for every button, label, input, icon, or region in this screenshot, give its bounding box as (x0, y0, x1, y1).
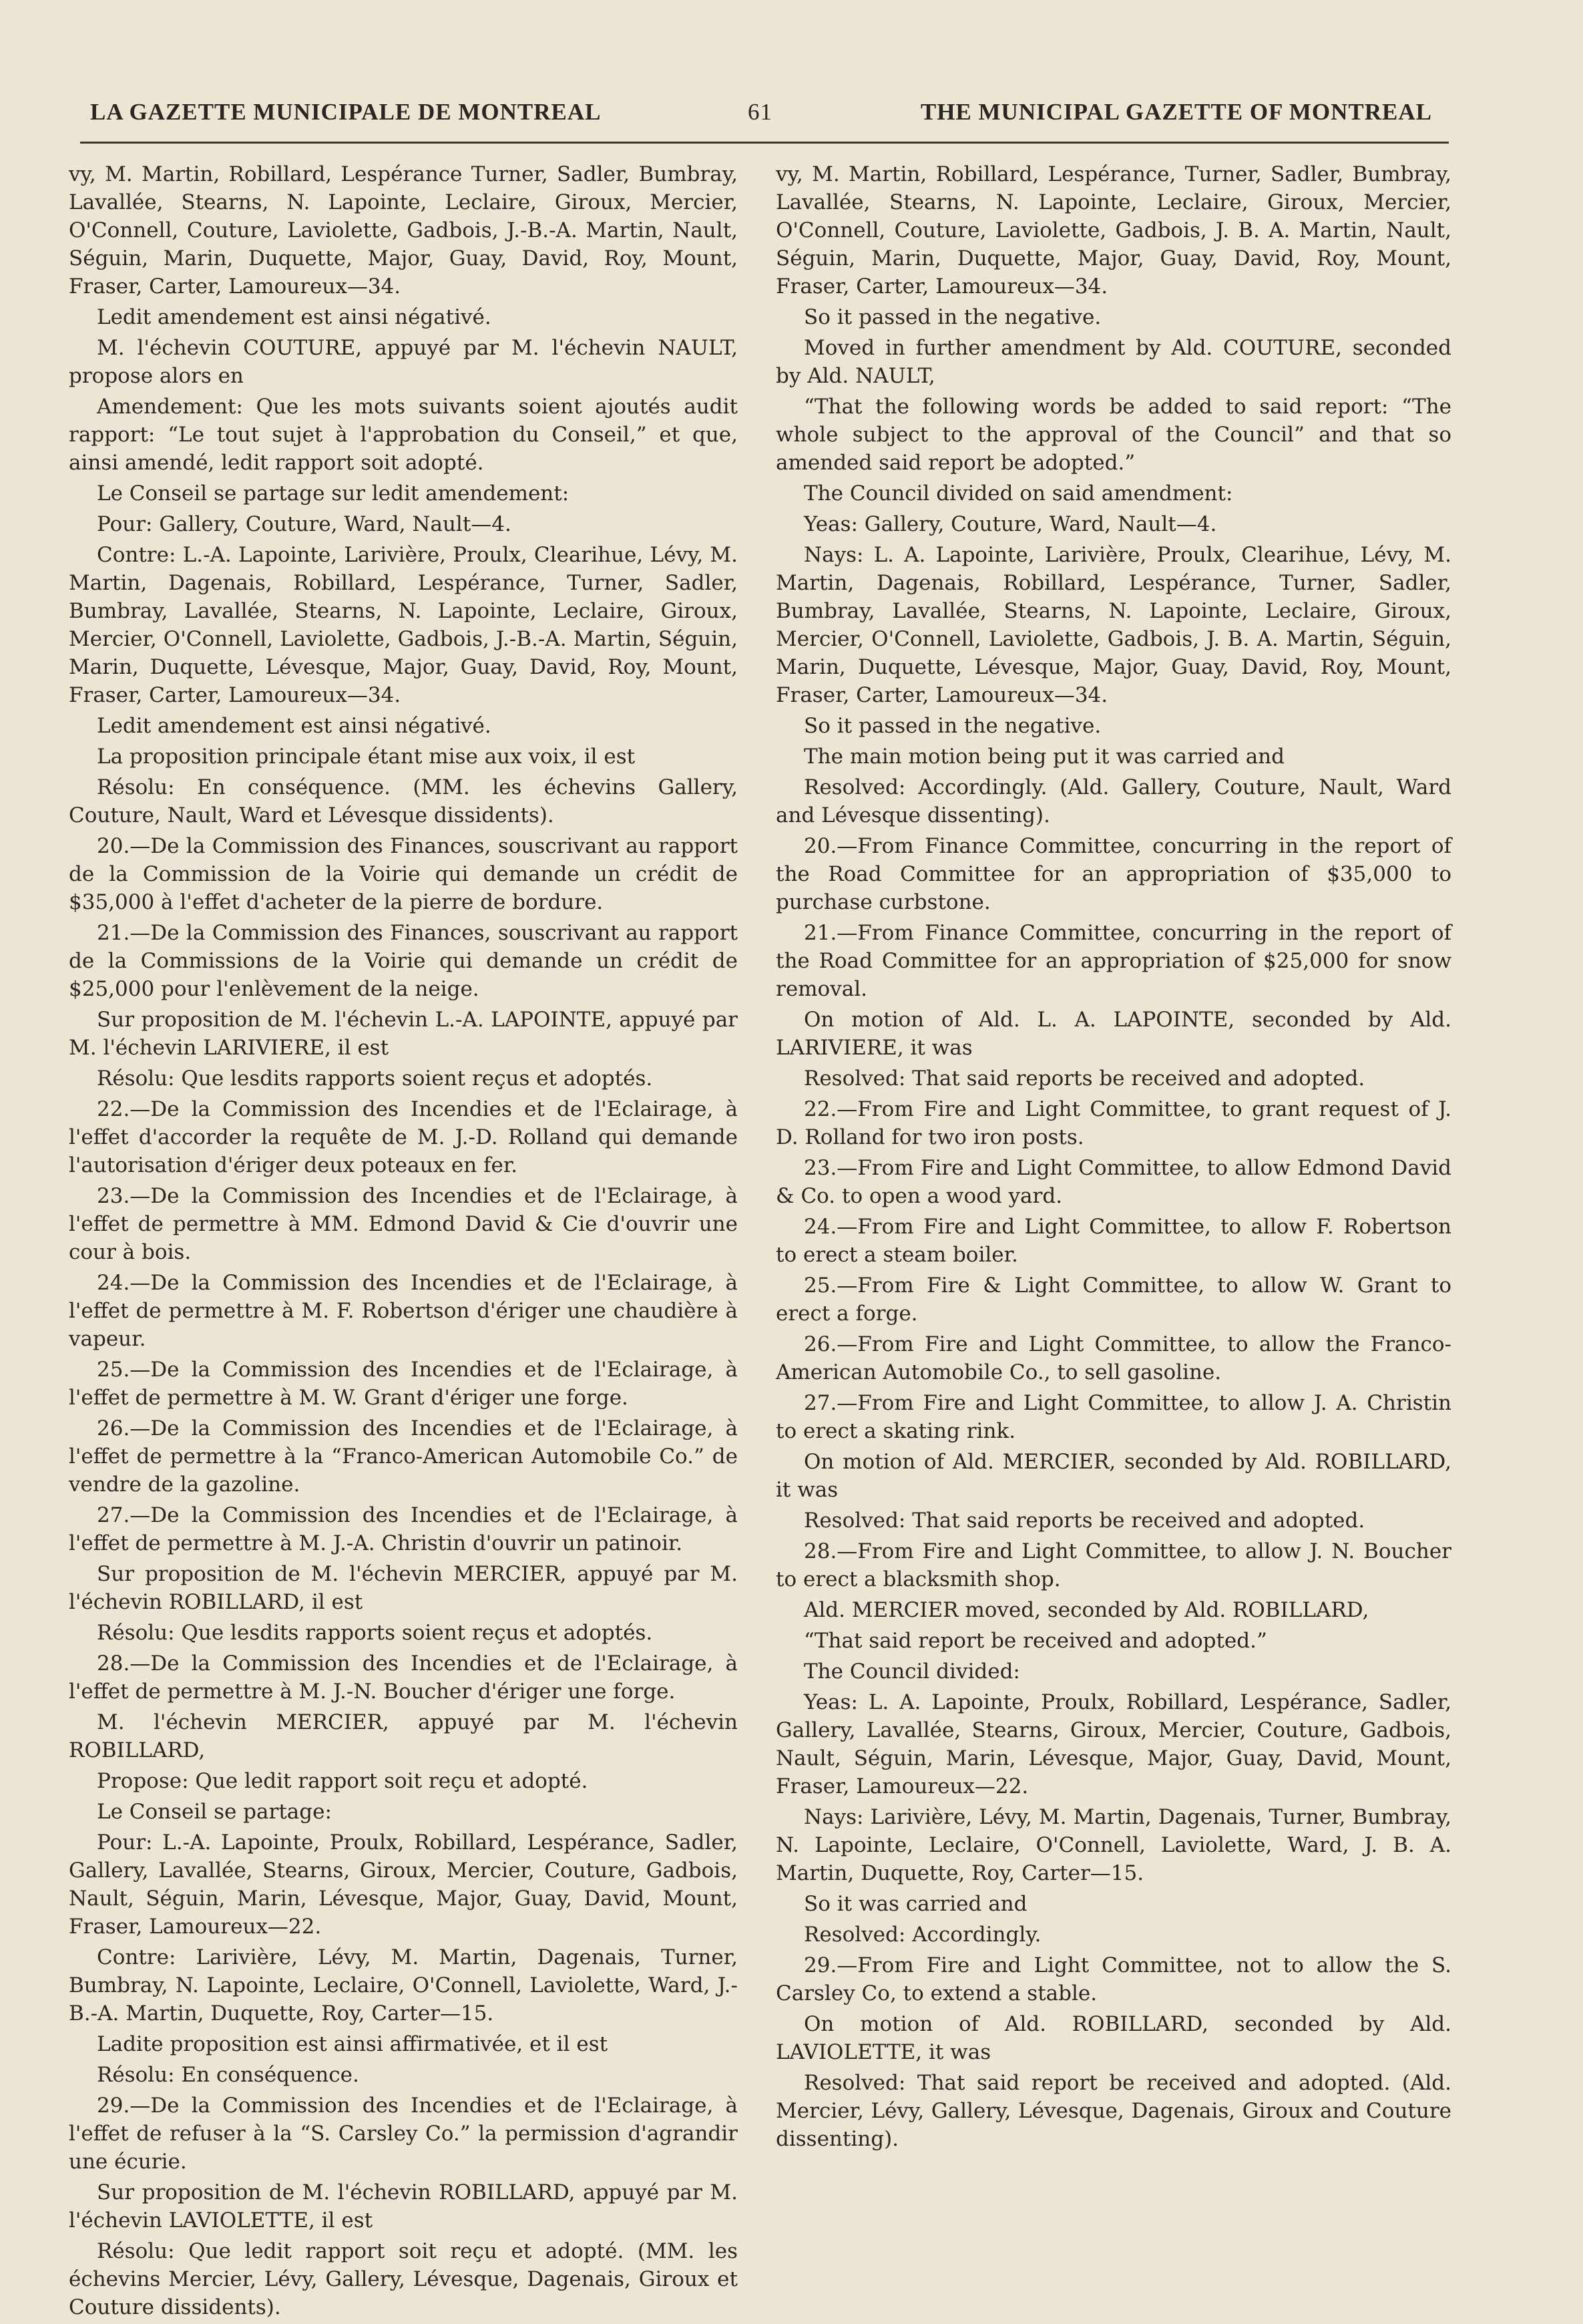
paragraph: Amendement: Que les mots suivants soient ajoutés audit rapport: “Le tout sujet à l'approbation du Conseil,” et que, ainsi amendé, ledit rapport soit adopté. (69, 395, 738, 475)
paragraph: vy, M. Martin, Robillard, Lespérance Turner, Sadler, Bumbray, Lavallée, Stearns, N. Lapointe, Leclaire, Giroux, Mercier, O'Connell, Couture, Laviolette, Gadbois, J.-B.-A. Martin, Nault, Séguin, Marin, Duquette, Major, Guay, David, Roy, Mount, Fraser, Carter, Lamoureux—34. (69, 162, 738, 299)
paragraph: Résolu: Que lesdits rapports soient reçus et adoptés. (97, 1621, 653, 1645)
header-rule (80, 142, 1449, 144)
paragraph: “That the following words be added to said report: “The whole subject to the approval of the Council” and that so amended said report be adopted.” (776, 395, 1451, 475)
paragraph: Propose: Que ledit rapport soit reçu et adopté. (97, 1769, 588, 1793)
english-column (776, 160, 1451, 2156)
paragraph: Resolved: Accordingly. (Ald. Gallery, Couture, Nault, Ward and Lévesque dissenting). (776, 775, 1451, 827)
paragraph: Le Conseil se partage sur ledit amendement: (97, 481, 570, 506)
paragraph: 29.—From Fire and Light Committee, not to allow the S. Carsley Co, to extend a stable. (776, 1953, 1451, 2005)
paragraph: The main motion being put it was carried and (804, 745, 1285, 769)
paragraph: On motion of Ald. MERCIER, seconded by Ald. ROBILLARD, it was (776, 1450, 1451, 1502)
paragraph: M. l'échevin COUTURE, appuyé par M. l'échevin NAULT, propose alors en (69, 336, 738, 388)
paragraph: The Council divided: (804, 1660, 1020, 1684)
paragraph: Pour: Gallery, Couture, Ward, Nault—4. (97, 512, 511, 536)
paragraph: Nays: Larivière, Lévy, M. Martin, Dagenais, Turner, Bumbray, N. Lapointe, Leclaire, O'Connell, Laviolette, Ward, J. B. A. Martin, Duquette, Roy, Carter—15. (776, 1805, 1451, 1885)
paragraph: M. l'échevin MERCIER, appuyé par M. l'échevin ROBILLARD, (69, 1710, 738, 1762)
paragraph: Sur proposition de M. l'échevin L.-A. LAPOINTE, appuyé par M. l'échevin LARIVIERE, il est (69, 1008, 738, 1060)
french-column (69, 160, 738, 2324)
paragraph: The Council divided on said amendment: (804, 481, 1233, 506)
paragraph: 22.—De la Commission des Incendies et de l'Eclairage, à l'effet d'accorder la requête de M. J.-D. Rolland qui demande l'autorisation d'ériger deux poteaux en fer. (69, 1097, 738, 1177)
paragraph: 23.—From Fire and Light Committee, to allow Edmond David & Co. to open a wood yard. (776, 1156, 1451, 1208)
paragraph: 20.—De la Commission des Finances, souscrivant au rapport de la Commission de la Voirie qui demande un crédit de $35,000 à l'effet d'acheter de la pierre de bordure. (69, 834, 738, 914)
paragraph: Résolu: En conséquence. (MM. les échevins Gallery, Couture, Nault, Ward et Lévesque dissidents). (69, 775, 738, 827)
paragraph: 28.—From Fire and Light Committee, to allow J. N. Boucher to erect a blacksmith shop. (776, 1539, 1451, 1591)
paragraph: Résolu: En conséquence. (97, 2063, 359, 2087)
paragraph: Résolu: Que lesdits rapports soient reçus et adoptés. (97, 1067, 653, 1091)
paragraph: Le Conseil se partage: (97, 1800, 332, 1824)
paragraph: Contre: Larivière, Lévy, M. Martin, Dagenais, Turner, Bumbray, N. Lapointe, Leclaire, O'Connell, Laviolette, Ward, J.-B.-A. Martin, Duquette, Roy, Carter—15. (69, 1945, 738, 2025)
paragraph: 23.—De la Commission des Incendies et de l'Eclairage, à l'effet de permettre à MM. Edmond David & Cie d'ouvrir une cour à bois. (69, 1184, 738, 1264)
paragraph: Yeas: Gallery, Couture, Ward, Nault—4. (804, 512, 1217, 536)
paragraph: 26.—De la Commission des Incendies et de l'Eclairage, à l'effet de permettre à la “Franco-American Automobile Co.” de vendre de la gazoline. (69, 1416, 738, 1497)
paragraph: Pour: L.-A. Lapointe, Proulx, Robillard, Lespérance, Sadler, Gallery, Lavallée, Stearns, Giroux, Mercier, Couture, Gadbois, Nault, Séguin, Marin, Lévesque, Major, Guay, David, Mount, Fraser, Lamoureux—22. (69, 1830, 738, 1939)
paragraph: La proposition principale étant mise aux voix, il est (97, 745, 636, 769)
paragraph: Ledit amendement est ainsi négativé. (97, 305, 491, 329)
paragraph: On motion of Ald. L. A. LAPOINTE, seconded by Ald. LARIVIERE, it was (776, 1008, 1451, 1060)
paragraph: 25.—From Fire & Light Committee, to allow W. Grant to erect a forge. (776, 1274, 1451, 1326)
paragraph: 24.—From Fire and Light Committee, to allow F. Robertson to erect a steam boiler. (776, 1215, 1451, 1267)
paragraph: So it passed in the negative. (804, 714, 1102, 738)
paragraph: 28.—De la Commission des Incendies et de l'Eclairage, à l'effet de permettre à M. J.-N. Boucher d'ériger une forge. (69, 1652, 738, 1704)
paragraph: 21.—From Finance Committee, concurring in the report of the Road Committee for an appropriation of $25,000 for snow removal. (776, 921, 1451, 1001)
paragraph: 25.—De la Commission des Incendies et de l'Eclairage, à l'effet de permettre à M. W. Grant d'ériger une forge. (69, 1358, 738, 1410)
page-header (90, 99, 1432, 139)
paragraph: So it passed in the negative. (804, 305, 1102, 329)
paragraph: 27.—De la Commission des Incendies et de l'Eclairage, à l'effet de permettre à M. J.-A. Christin d'ouvrir un patinoir. (69, 1503, 738, 1555)
paragraph: Sur proposition de M. l'échevin ROBILLARD, appuyé par M. l'échevin LAVIOLETTE, il est (69, 2180, 738, 2233)
page-number: 61 (748, 99, 772, 125)
paragraph: Resolved: That said reports be received and adopted. (804, 1509, 1365, 1533)
paragraph: Ledit amendement est ainsi négativé. (97, 714, 491, 738)
paragraph: 29.—De la Commission des Incendies et de l'Eclairage, à l'effet de refuser à la “S. Carsley Co.” la permission d'agrandir une écurie. (69, 2094, 738, 2174)
paragraph: Resolved: Accordingly. (804, 1923, 1042, 1947)
header-french-title: LA GAZETTE MUNICIPALE DE MONTREAL (90, 99, 602, 125)
paragraph: 21.—De la Commission des Finances, souscrivant au rapport de la Commissions de la Voirie qui demande un crédit de $25,000 pour l'enlèvement de la neige. (69, 921, 738, 1001)
paragraph: Resolved: That said reports be received and adopted. (804, 1067, 1365, 1091)
paragraph: 26.—From Fire and Light Committee, to allow the Franco-American Automobile Co., to sell gasoline. (776, 1332, 1451, 1384)
paragraph: vy, M. Martin, Robillard, Lespérance, Turner, Sadler, Bumbray, Lavallée, Stearns, N. Lapointe, Leclaire, Giroux, Mercier, O'Connell, Couture, Laviolette, Gadbois, J. B. A. Martin, Nault, Séguin, Marin, Duquette, Major, Guay, David, Roy, Mount, Fraser, Carter, Lamoureux—34. (776, 162, 1451, 299)
paragraph: Résolu: Que ledit rapport soit reçu et adopté. (MM. les échevins Mercier, Lévy, Gallery, Lévesque, Dagenais, Giroux et Couture dissidents). (69, 2239, 738, 2319)
paragraph: On motion of Ald. ROBILLARD, seconded by Ald. LAVIOLETTE, it was (776, 2012, 1451, 2064)
paragraph: Nays: L. A. Lapointe, Larivière, Proulx, Clearihue, Lévy, M. Martin, Dagenais, Robillard, Lespérance, Turner, Sadler, Bumbray, Lavallée, Stearns, N. Lapointe, Leclaire, Giroux, Mercier, O'Connell, Laviolette, Gadbois, J. B. A. Martin, Séguin, Marin, Duquette, Lévesque, Major, Guay, David, Roy, Mount, Fraser, Carter, Lamoureux—34. (776, 543, 1451, 707)
paragraph: Resolved: That said report be received and adopted. (Ald. Mercier, Lévy, Gallery, Lévesque, Dagenais, Giroux and Couture dissenting). (776, 2071, 1451, 2151)
paragraph: Yeas: L. A. Lapointe, Proulx, Robillard, Lespérance, Sadler, Gallery, Lavallée, Stearns, Giroux, Mercier, Couture, Gadbois, Nault, Séguin, Marin, Lévesque, Major, Guay, David, Mount, Fraser, Lamoureux—22. (776, 1690, 1451, 1798)
paragraph: 27.—From Fire and Light Committee, to allow J. A. Christin to erect a skating rink. (776, 1391, 1451, 1443)
paragraph: Moved in further amendment by Ald. COUTURE, seconded by Ald. NAULT, (776, 336, 1451, 388)
paragraph: Contre: L.-A. Lapointe, Larivière, Proulx, Clearihue, Lévy, M. Martin, Dagenais, Robillard, Lespérance, Turner, Sadler, Bumbray, Lavallée, Stearns, N. Lapointe, Leclaire, Giroux, Mercier, O'Connell, Laviolette, Gadbois, J.-B.-A. Martin, Séguin, Marin, Duquette, Lévesque, Major, Guay, David, Roy, Mount, Fraser, Carter, Lamoureux—34. (69, 543, 738, 707)
paragraph: 24.—De la Commission des Incendies et de l'Eclairage, à l'effet de permettre à M. F. Robertson d'ériger une chaudière à vapeur. (69, 1271, 738, 1351)
paragraph: 20.—From Finance Committee, concurring in the report of the Road Committee for an appropriation of $35,000 to purchase curbstone. (776, 834, 1451, 914)
paragraph: 22.—From Fire and Light Committee, to grant request of J. D. Rolland for two iron posts. (776, 1097, 1451, 1149)
paragraph: Ald. MERCIER moved, seconded by Ald. ROBILLARD, (804, 1598, 1369, 1622)
paragraph: Sur proposition de M. l'échevin MERCIER, appuyé par M. l'échevin ROBILLARD, il est (69, 1562, 738, 1614)
paragraph: So it was carried and (804, 1892, 1028, 1916)
paragraph: Ladite proposition est ainsi affirmativée, et il est (97, 2032, 608, 2056)
paragraph: “That said report be received and adopted.” (804, 1629, 1267, 1653)
header-english-title: THE MUNICIPAL GAZETTE OF MONTREAL (920, 99, 1432, 125)
